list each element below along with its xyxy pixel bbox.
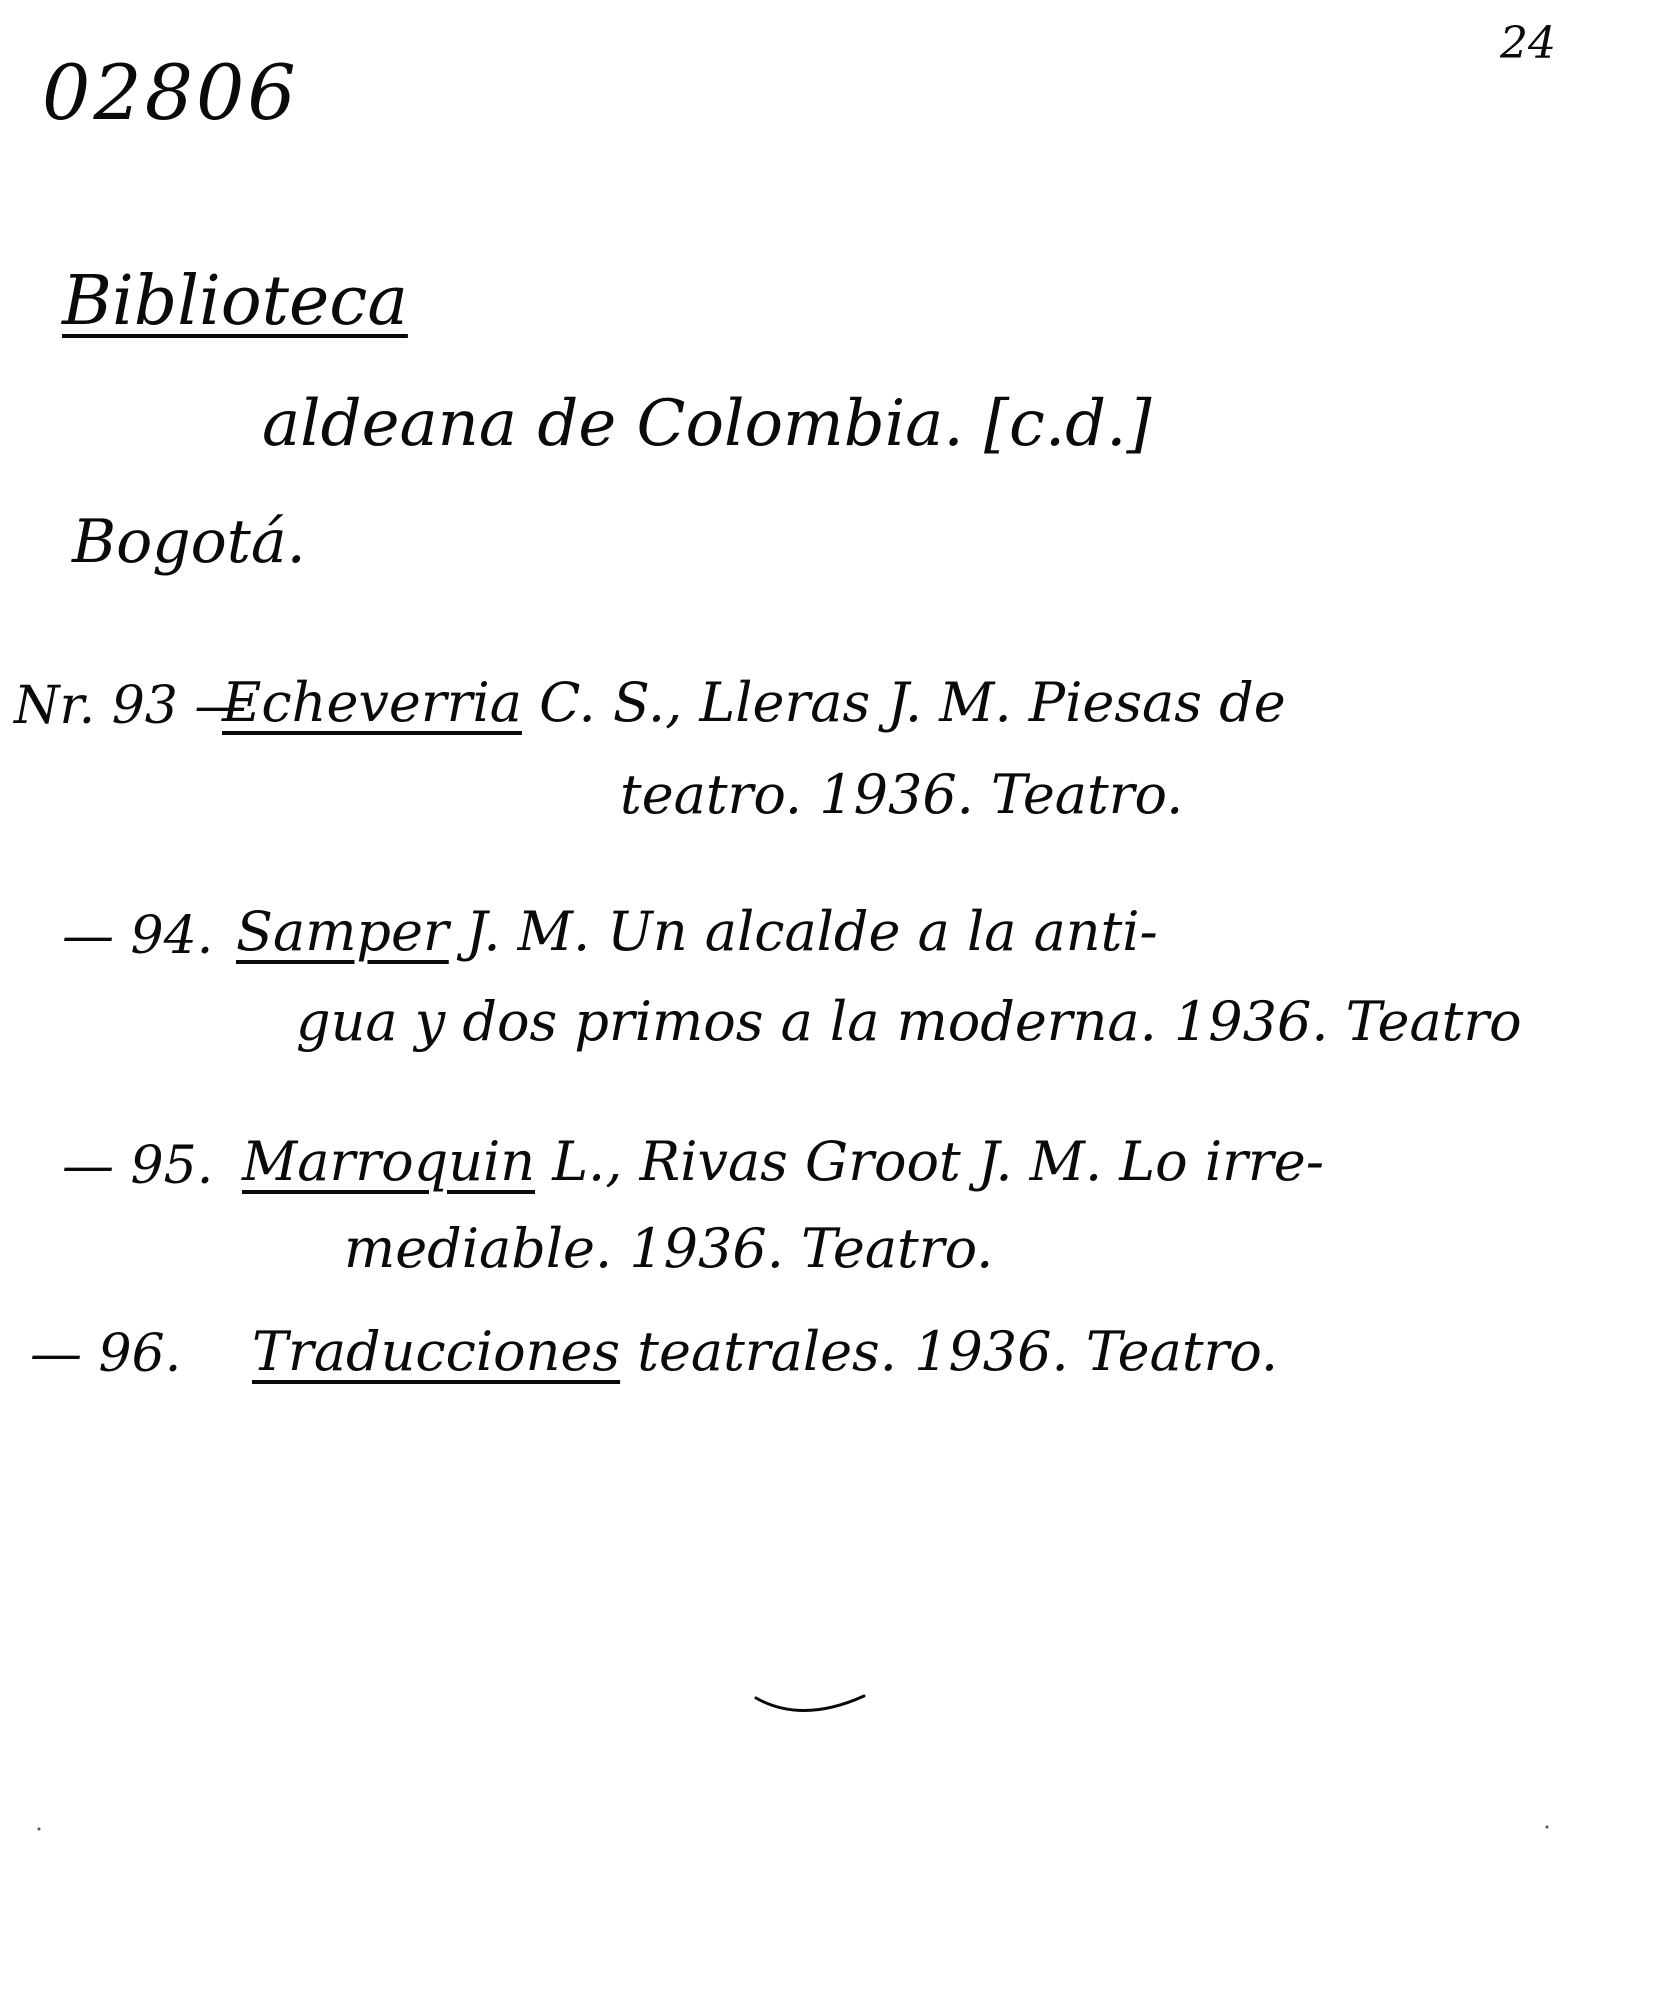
- entry-title-text: L., Rivas Groot J. M. Lo irre-: [535, 1130, 1324, 1193]
- heading-subtitle: aldeana de Colombia. [c.d.]: [262, 387, 1152, 461]
- entry-author: Marroquin: [242, 1130, 536, 1193]
- entry-line: [222, 671, 1286, 734]
- entry-number: — 96.: [30, 1324, 182, 1384]
- entry-continuation: gua y dos primos a la moderna. 1936. Teatro: [296, 990, 1522, 1053]
- card-number: 02806: [42, 48, 299, 137]
- entry-title-text: teatrales. 1936. Teatro.: [620, 1320, 1279, 1383]
- entry-title-text: C. S., Lleras J. M. Piesas de: [521, 671, 1286, 734]
- entry-line: [252, 1320, 1279, 1383]
- pen-stroke-mark: [752, 1690, 872, 1730]
- entry-author: Samper: [236, 900, 449, 963]
- entry-number: Nr. 93 —: [14, 676, 247, 736]
- heading-title: Biblioteca: [62, 262, 408, 341]
- entry-line: [236, 900, 1158, 963]
- entry-author: Traducciones: [252, 1320, 621, 1383]
- heading-place: Bogotá.: [72, 507, 306, 577]
- entry-line: [242, 1130, 1324, 1193]
- scan-speck: [36, 1826, 42, 1832]
- entry-author: Echeverria: [222, 671, 522, 734]
- entry-number: — 95.: [62, 1136, 214, 1196]
- scan-speck: [1544, 1824, 1550, 1830]
- entry-continuation: mediable. 1936. Teatro.: [344, 1217, 994, 1280]
- entry-continuation: teatro. 1936. Teatro.: [620, 763, 1184, 826]
- page-number: 24: [1500, 18, 1556, 69]
- entry-title-text: J. M. Un alcalde a la anti-: [448, 900, 1158, 963]
- entry-number: — 94.: [62, 906, 214, 966]
